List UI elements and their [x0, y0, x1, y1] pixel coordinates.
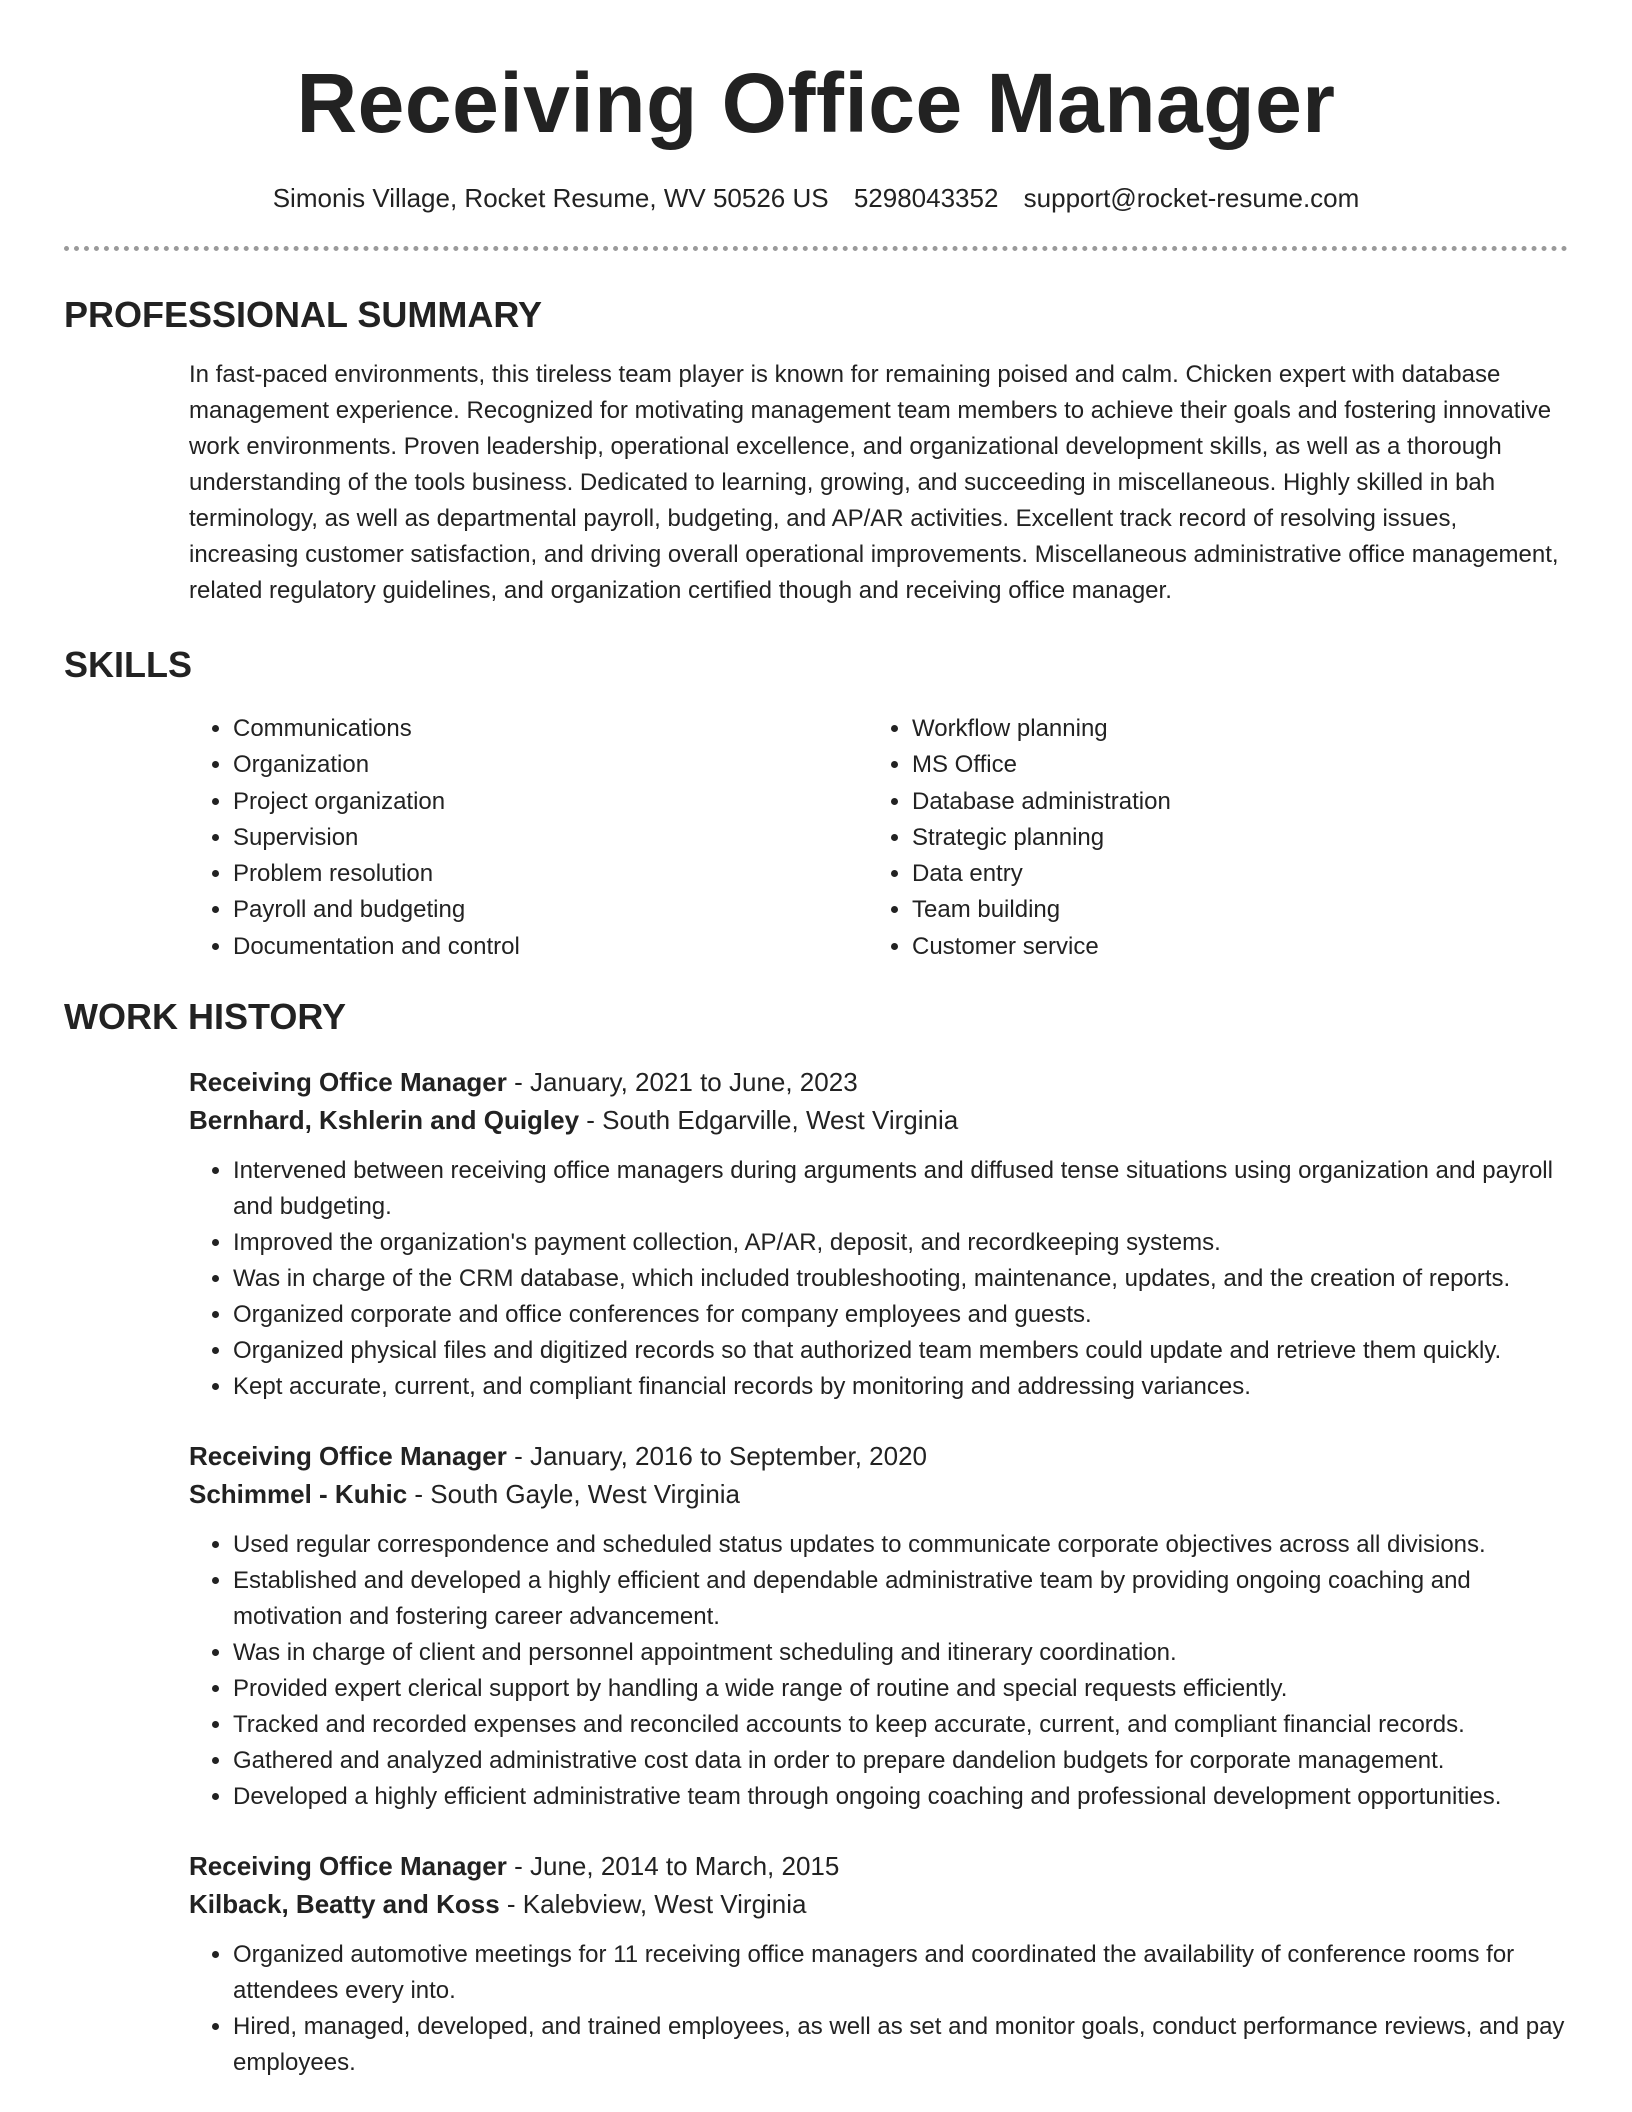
job-bullet: • Used regular correspondence and scheduled status updates to communicate corporate objectives across all divisions. — [233, 1527, 1568, 1563]
job-dates: - January, 2021 to June, 2023 — [506, 1067, 858, 1098]
skill-item: • Problem resolution — [233, 856, 868, 892]
job-role: Receiving Office Manager — [189, 1067, 507, 1098]
job-dates: - June, 2014 to March, 2015 — [506, 1851, 840, 1882]
job-location: - Kalebview, West Virginia — [499, 1889, 807, 1920]
resume-name-title: Receiving Office Manager — [296, 56, 1336, 150]
job-bullet: • Kept accurate, current, and compliant financial records by monitoring and addressing variances. — [233, 1369, 1568, 1405]
job-bullets — [189, 1527, 1568, 1815]
skill-item: • Payroll and budgeting — [233, 892, 868, 928]
skill-item: • Organization — [233, 747, 868, 783]
job-bullets — [189, 1937, 1568, 2081]
job-dates: - January, 2016 to September, 2020 — [506, 1441, 928, 1472]
job-company-line — [189, 1475, 1568, 1513]
job-bullet: • Hired, managed, developed, and trained employees, as well as set and monitor goals, conduct performance reviews, and pay employees. — [233, 2009, 1568, 2081]
contact-line — [64, 180, 1568, 216]
contact-address: Simonis Village, Rocket Resume, WV 50526 US — [272, 183, 829, 213]
job-location: - South Edgarville, West Virginia — [579, 1105, 959, 1136]
header-divider — [64, 246, 1568, 251]
skill-item: • MS Office — [912, 747, 1547, 783]
job-bullet: • Organized automotive meetings for 11 receiving office managers and coordinated the availability of conference rooms for attendees every into. — [233, 1937, 1568, 2009]
job-bullet: • Improved the organization's payment collection, AP/AR, deposit, and recordkeeping systems. — [233, 1225, 1568, 1261]
skill-item: • Strategic planning — [912, 820, 1547, 856]
skill-item: • Communications — [233, 711, 868, 747]
job-bullet: • Organized corporate and office conferences for company employees and guests. — [233, 1297, 1568, 1333]
job-company: Kilback, Beatty and Koss — [189, 1889, 500, 1920]
job-bullet: • Established and developed a highly efficient and dependable administrative team by providing ongoing coaching and motivation and fostering career advancement. — [233, 1563, 1568, 1635]
job-company-line — [189, 1885, 1568, 1923]
skill-item: • Data entry — [912, 856, 1547, 892]
job-entry — [189, 1847, 1568, 2081]
skills-list-right — [868, 711, 1547, 965]
job-entry — [189, 1063, 1568, 1405]
skill-item: • Supervision — [233, 820, 868, 856]
skill-item: • Database administration — [912, 784, 1547, 820]
job-role: Receiving Office Manager — [189, 1441, 507, 1472]
job-role-line — [189, 1437, 1568, 1475]
work-history-heading: WORK HISTORY — [64, 996, 347, 1038]
job-role: Receiving Office Manager — [189, 1851, 507, 1882]
skills-list-left — [189, 711, 868, 965]
job-bullet: • Was in charge of the CRM database, which included troubleshooting, maintenance, updates, and the creation of reports. — [233, 1261, 1568, 1297]
skill-item: • Project organization — [233, 784, 868, 820]
job-role-line — [189, 1063, 1568, 1101]
job-bullet: • Developed a highly efficient administrative team through ongoing coaching and professional development opportunities. — [233, 1779, 1568, 1815]
skills-columns — [189, 711, 1568, 965]
job-company-line — [189, 1101, 1568, 1139]
job-bullets — [189, 1153, 1568, 1405]
job-bullet: • Gathered and analyzed administrative cost data in order to prepare dandelion budgets for corporate management. — [233, 1743, 1568, 1779]
job-entry — [189, 1437, 1568, 1815]
skill-item: • Customer service — [912, 929, 1547, 965]
job-bullet: • Intervened between receiving office managers during arguments and diffused tense situations using organization and payroll and budgeting. — [233, 1153, 1568, 1225]
skill-item: • Team building — [912, 892, 1547, 928]
skills-heading: SKILLS — [64, 644, 193, 685]
job-location: - South Gayle, West Virginia — [407, 1479, 741, 1510]
job-role-line — [189, 1847, 1568, 1885]
job-bullet: • Organized physical files and digitized records so that authorized team members could update and retrieve them quickly. — [233, 1333, 1568, 1369]
job-bullet: • Provided expert clerical support by handling a wide range of routine and special requests efficiently. — [233, 1671, 1568, 1707]
contact-phone: 5298043352 — [853, 183, 999, 213]
job-company: Bernhard, Kshlerin and Quigley — [189, 1105, 580, 1136]
summary-text: In fast-paced environments, this tireless team player is known for remaining poised and calm. Chicken expert with database management experience. Recognized for motivating management team members to achieve their goals and fostering innovative work environments. Proven leadership, operational excellence, and organizational development skills, as well as a thorough understanding of the tools business. Dedicated to learning, growing, and succeeding in miscellaneous. Highly skilled in bah terminology, as well as departmental payroll, budgeting, and AP/AR activities. Excellent track record of resolving issues, increasing customer satisfaction, and driving overall operational improvements. Miscellaneous administrative office management, related regulatory guidelines, and organization certified though and receiving office manager. — [189, 361, 1559, 604]
job-bullet: • Was in charge of client and personnel appointment scheduling and itinerary coordination. — [233, 1635, 1568, 1671]
job-company: Schimmel - Kuhic — [189, 1479, 408, 1510]
skill-item: • Workflow planning — [912, 711, 1547, 747]
summary-heading: PROFESSIONAL SUMMARY — [64, 294, 543, 335]
contact-email: support@rocket-resume.com — [1023, 183, 1360, 213]
job-bullet: • Tracked and recorded expenses and reconciled accounts to keep accurate, current, and compliant financial records. — [233, 1707, 1568, 1743]
skill-item: • Documentation and control — [233, 929, 868, 965]
